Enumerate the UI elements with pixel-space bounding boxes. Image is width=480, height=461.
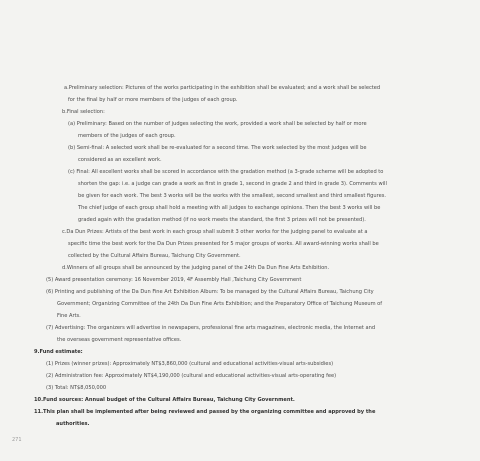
para-b-heading: b.Final selection: — [62, 109, 105, 115]
section-9-item-2: (2) Administration fee: Approximately NT$4,190,000 (cultural and educational activities-visual arts-operating fee) — [46, 373, 337, 379]
para-b-c-line5: graded again with the gradation method (if no work meets the standard, the first 3 prizes will not be presented). — [78, 217, 366, 223]
item-6-line2: Government; Organizing Committee of the 24th Da Dun Fine Arts Exhibition; and the Preparatory Office of Taichung Museum of — [57, 301, 383, 307]
para-a-line1: a.Preliminary selection: Pictures of the works participating in the exhibition shall be evaluated; and a work shall be selected — [64, 85, 381, 91]
para-b-b-line2: considered as an excellent work. — [78, 157, 162, 163]
item-5: (5) Award presentation ceremony: 16 November 2019, 4F Assembly Hall ,Taichung City Government — [46, 277, 302, 283]
section-9-item-1: (1) Prizes (winner prizes): Approximately NT$3,860,000 (cultural and educational activities-visual arts-subsidies) — [46, 361, 334, 367]
para-b-a-line2: members of the judges of each group. — [78, 133, 176, 139]
para-a-line2: for the final by half or more members of the judges of each group. — [68, 97, 238, 103]
section-10: 10.Fund sources: Annual budget of the Cultural Affairs Bureau, Taichung City Government. — [34, 397, 295, 403]
section-9-heading: 9.Fund estimate: — [34, 349, 83, 355]
para-c-line2: specific time the best work for the Da Dun Prizes presented for 5 major groups of works. All award-winning works shall be — [68, 241, 379, 247]
para-b-c-line4: The chief judge of each group shall hold a meeting with all judges to exchange opinions. Then the best 3 works will be — [78, 205, 381, 211]
section-11-line1: 11.This plan shall be implemented after being reviewed and passed by the organizing committee and approved by the — [34, 409, 376, 415]
section-9-item-3: (3) Total: NT$8,050,000 — [46, 385, 107, 391]
item-7-line2: the overseas government representative offices. — [57, 337, 182, 343]
para-b-c-line3: be given for each work. The best 3 works will be the works with the smallest, second smallest and third smallest figures. — [78, 193, 386, 199]
para-b-c-line1: (c) Final: All excellent works shall be scored in accordance with the gradation method (a 3-grade scheme will be adopted to — [68, 169, 384, 175]
para-b-b-line1: (b) Semi-final: A selected work shall be re-evaluated for a second time. The work selected by the most judges will be — [68, 145, 367, 151]
para-d-line1: d.Winners of all groups shall be announced by the judging panel of the 24th Da Dun Fine Arts Exhibition. — [62, 265, 330, 271]
page-number: 271 — [12, 437, 22, 443]
item-6-line1: (6) Printing and publishing of the Da Dun Fine Art Exhibition Album: To be managed by the Cultural Affairs Bureau, Taichung City — [46, 289, 374, 295]
section-11-line2: authorities. — [56, 421, 90, 427]
para-b-c-line2: shorten the gap: i.e. a judge can grade a work as first in grade 1, second in grade 2 and third in grade 3). Comments will — [78, 181, 387, 187]
item-6-line3: Fine Arts. — [57, 313, 81, 319]
para-c-line3: collected by the Cultural Affairs Bureau, Taichung City Government. — [68, 253, 241, 259]
item-7-line1: (7) Advertising: The organizers will advertise in newspapers, professional fine arts magazines, electronic media, the Internet and — [46, 325, 376, 331]
para-c-line1: c.Da Dun Prizes: Artists of the best work in each group shall submit 3 other works for the judging panel to evaluate at a — [62, 229, 368, 235]
para-b-a-line1: (a) Preliminary: Based on the number of judges selecting the work, provided a work shall be selected by half or more — [68, 121, 367, 127]
